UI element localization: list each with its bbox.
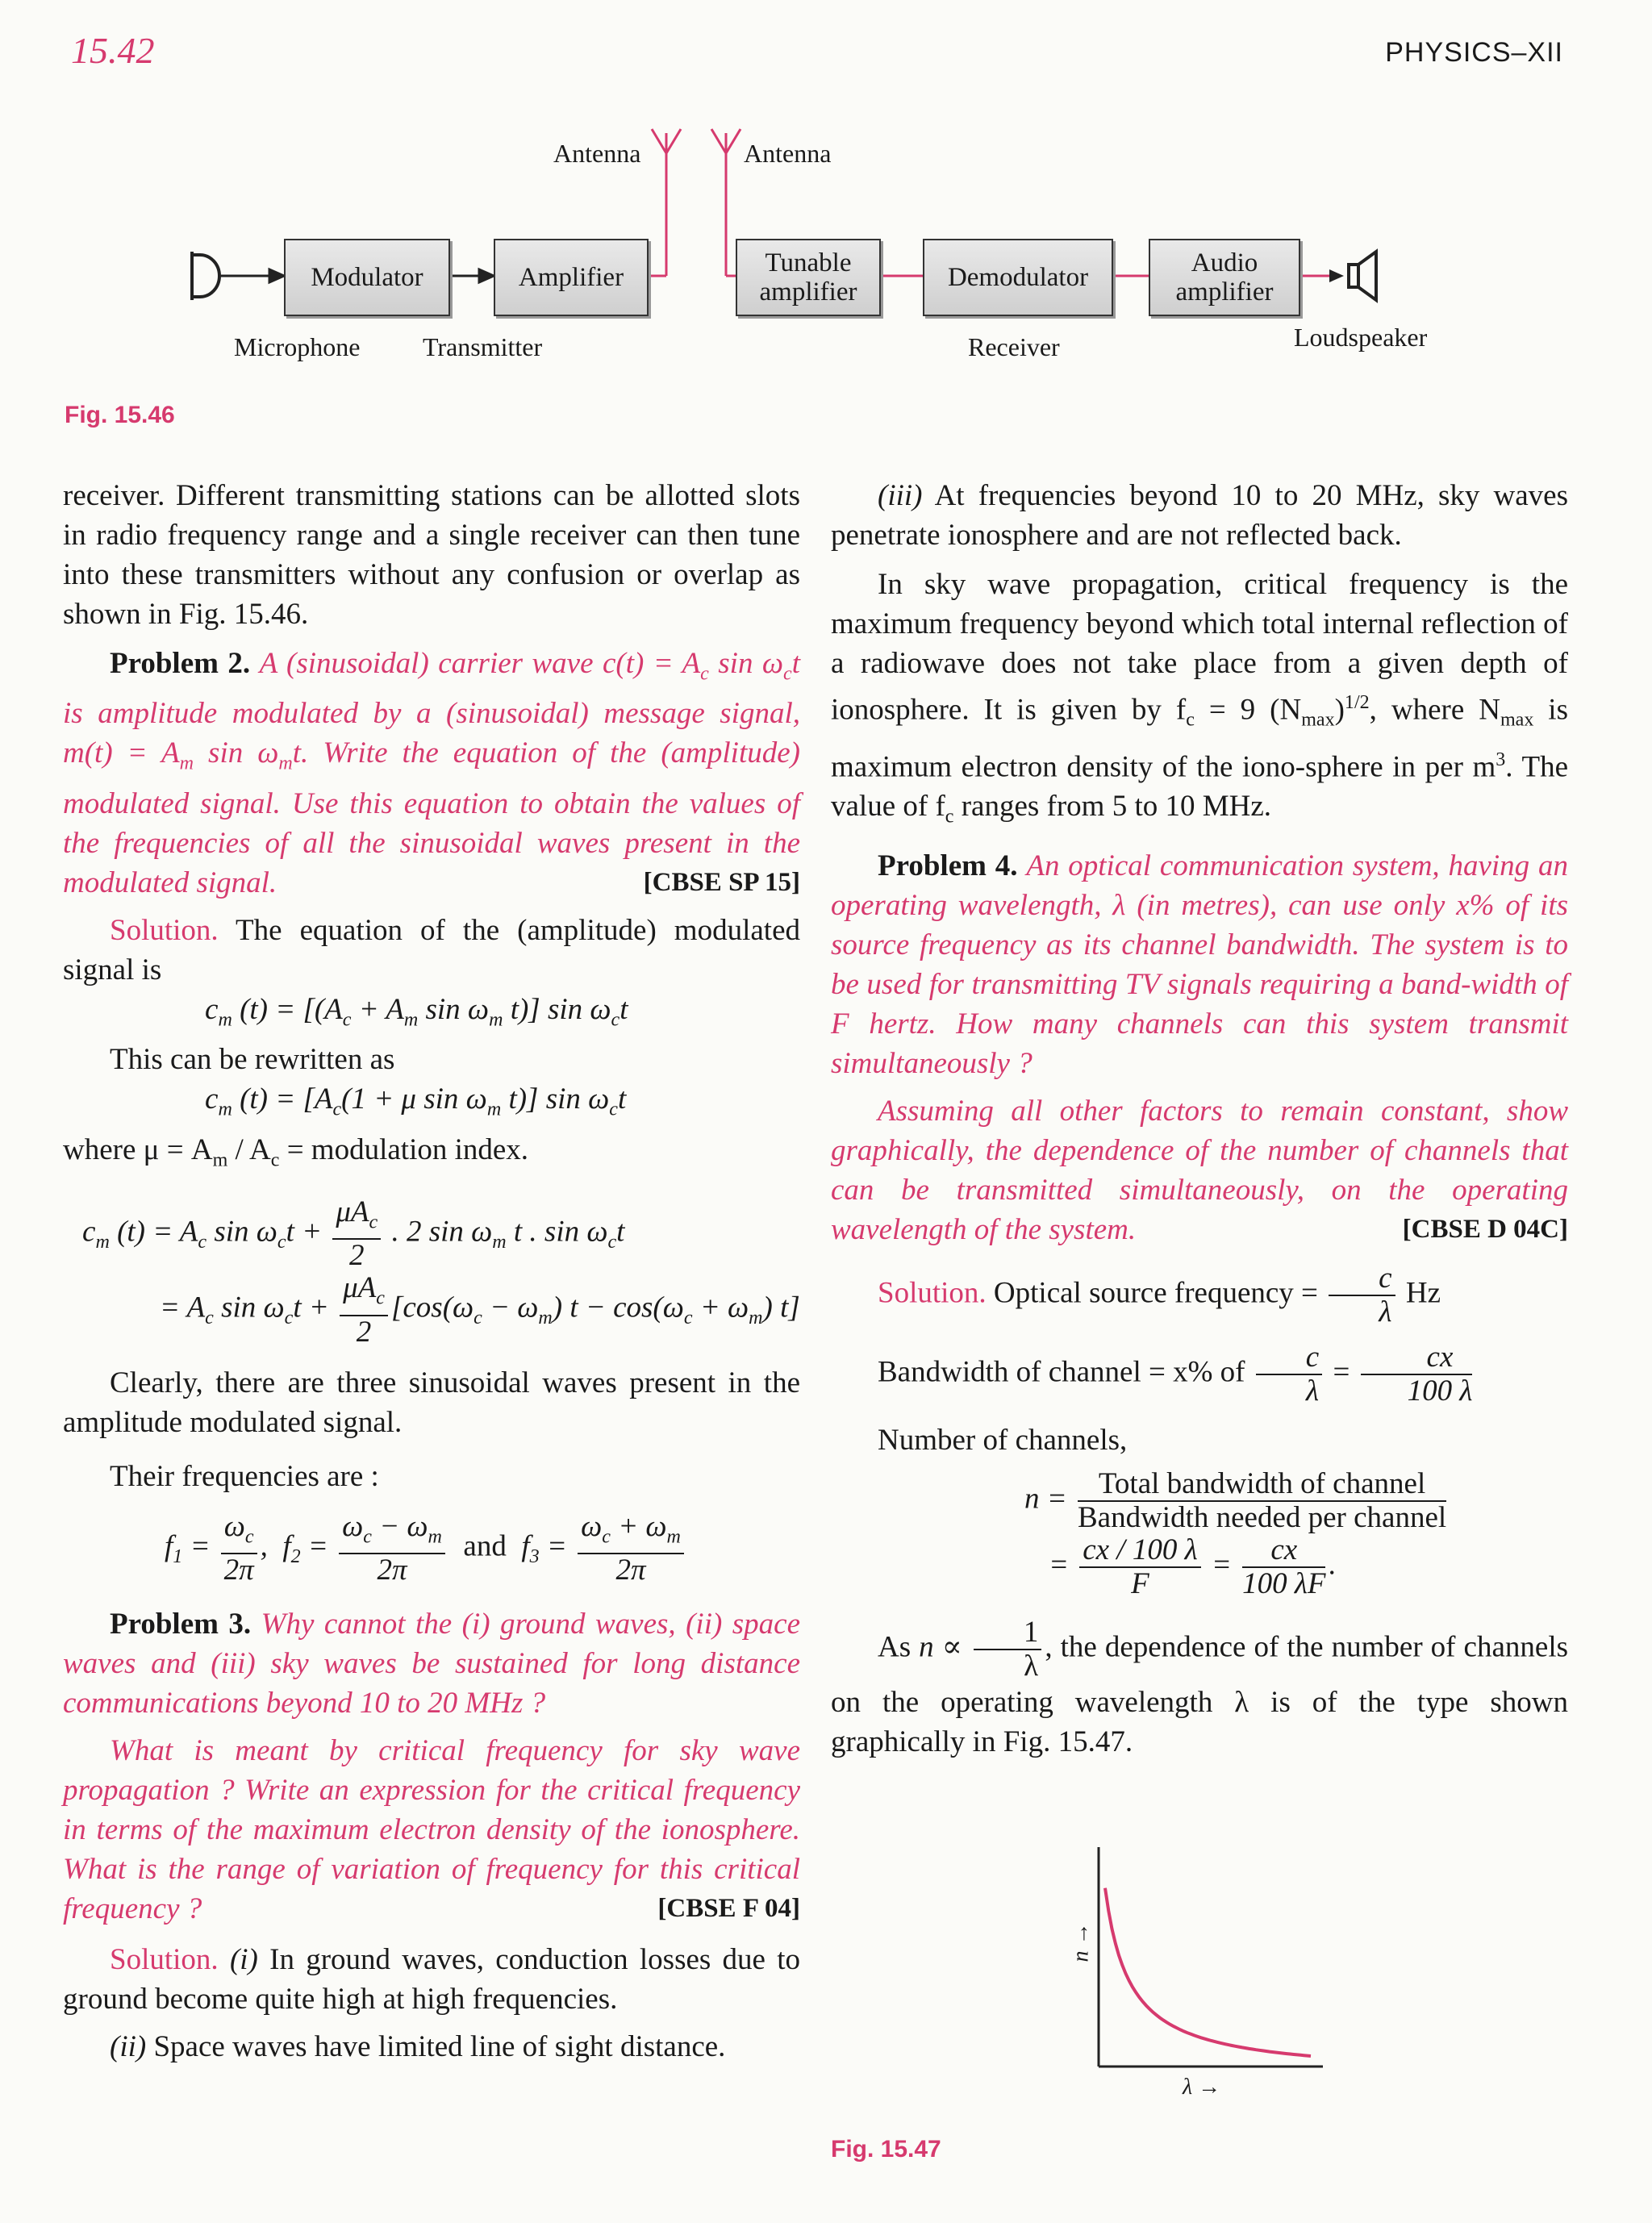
- optical-source-frequency: Solution. Optical source frequency = $\frac{c}{\lambda}$ Hz: [878, 1262, 1441, 1329]
- proportionality-text: As n ∝ $\frac{1}{\lambda}$ , the dependence of the number of channels on the operating wavelength λ is of the type shown graphically in Fig. 15.47.: [831, 1616, 1568, 1759]
- page-number: 15.42: [71, 30, 155, 71]
- problem-4-part-2: Assuming all other factors to remain constant, show graphically, the dependence of the number of channels that can be transmitted simultaneously, on the operating wavelength of the system. [CBSE D 04C]: [831, 1091, 1568, 1249]
- equation-number-of-channels: n = $\frac{\text{Total bandwidth of channel}}{\text{Bandwidth needed per channel}}$: [1024, 1467, 1447, 1535]
- demodulator-block: Demodulator: [923, 239, 1113, 316]
- receiver-label: Receiver: [968, 332, 1060, 361]
- solution-3-ii: (ii) Space waves have limited line of sight distance.: [110, 2030, 726, 2064]
- left-column: [63, 476, 800, 2067]
- audio-amplifier-block: Audio amplifier: [1149, 239, 1300, 316]
- microphone-icon: [192, 252, 219, 300]
- problem-3-part-2: What is meant by critical frequency for sky wave propagation ? Write an expression for the critical frequency in terms of the maximum electron density of the ionosphere. What is the range of variation of frequency for this critical frequency ? [CBSE F 04]: [63, 1731, 800, 1929]
- y-axis-label: n →: [1068, 1922, 1094, 1962]
- x-axis-label: λ →: [1183, 2075, 1221, 2100]
- solution-2: Solution. The equation of the (amplitude) modulated signal is: [63, 913, 800, 986]
- equation-expanded: $c_m$ $(t) = A_c$ $\sin \omega_ct$ + $\frac{\mu A_c}{2}$ . 2 $\sin \omega_m$ t . $\sin \omega_ct$: [82, 1195, 625, 1273]
- equation-channels-result: = $\frac{cx / 100 \lambda}{F}$ = $\frac{cx}{100 \lambda F}$ .: [1049, 1533, 1337, 1601]
- problem-3: Problem 3. Why cannot the (i) ground waves, (ii) space waves and (iii) sky waves be sustained for long distance communications beyond 10 to 20 MHz ?: [63, 1608, 800, 1720]
- loudspeaker-label: Loudspeaker: [1294, 323, 1428, 352]
- critical-frequency-paragraph: In sky wave propagation, critical frequency is the maximum frequency beyond which total internal reflection of a radiowave does not take place from a given depth of ionosphere. It is given by $f_c = 9$ $(N_{max})^{1/2}$, where $N_{max}$ is maximum electron density of the iono-sphere in per $m^3$. The value of $f_c$ ranges from 5 to 10 MHz.: [831, 568, 1568, 828]
- problem-3-reference: [CBSE F 04]: [657, 1894, 800, 1924]
- problem-4-reference: [CBSE D 04C]: [1402, 1215, 1568, 1245]
- equation-frequencies: $f_1$ = $\frac{\omega_c}{2\pi}$ , $f_2$ = $\frac{\omega_c - \omega_m}{2\pi}$ and $f_3$ = $\frac{\omega_c + \omega_m}{2\pi}$: [63, 1511, 800, 1587]
- loudspeaker-icon: [1349, 252, 1376, 300]
- figure-caption-15-46: Fig. 15.46: [65, 402, 175, 428]
- curve-n-inverse-lambda: [1105, 1888, 1311, 2056]
- solution-3-iii: (iii) At frequencies beyond 10 to 20 MHz, sky waves penetrate ionosphere and are not reflected back.: [831, 479, 1568, 552]
- microphone-label: Microphone: [234, 332, 361, 361]
- equation-rewritten: $c_m$ $(t) = [A_c(1 + \mu$ $\sin \omega_m$ t)] $\sin \omega_ct$: [205, 1082, 627, 1120]
- solution-3-i: Solution. (i) In ground waves, conduction losses due to ground become quite high at high frequencies.: [63, 1943, 801, 2017]
- problem-4: Problem 4. An optical communication system, having an operating wavelength, λ (in metres), can use only x% of its source frequency as its channel bandwidth. The system is to be used for transmitting TV signals requiring a band-width of F hertz. How many channels can this system transmit simultaneously ?: [831, 849, 1568, 1081]
- modulator-block: Modulator: [284, 239, 450, 316]
- figure-caption-15-47: Fig. 15.47: [831, 2136, 941, 2163]
- amplifier-block: Amplifier: [494, 239, 649, 316]
- three-waves-text: Clearly, there are three sinusoidal waves present in the amplitude modulated signal.: [63, 1366, 800, 1439]
- problem-2-reference: [CBSE SP 15]: [643, 867, 800, 897]
- antenna-label-receive: Antenna: [744, 139, 832, 168]
- modulation-index-text: where $\mu = A_m / A_c$ = modulation index.: [63, 1132, 529, 1170]
- transmitter-antenna-icon: [645, 129, 681, 276]
- intro-paragraph: receiver. Different transmitting stations can be allotted slots in radio frequency range and a single receiver can then tune into these transmitters without any confusion or overlap as shown in Fig. 15.46.: [63, 479, 800, 631]
- tunable-amplifier-block: Tunable amplifier: [736, 239, 881, 316]
- number-of-channels-label: Number of channels,: [878, 1424, 1128, 1458]
- equation-modulated-signal: $c_m$ $(t) = [(A_c + A_m$ $\sin \omega_m$ t)] $\sin \omega_ct$: [205, 992, 628, 1031]
- transmitter-label: Transmitter: [423, 332, 543, 361]
- rewritten-text: This can be rewritten as: [110, 1043, 395, 1077]
- running-title: PHYSICS–XII: [1385, 37, 1563, 68]
- bandwidth-of-channel: Bandwidth of channel = x% of $\frac{c}{\lambda}$ = $\frac{cx}{100 \lambda}$: [878, 1341, 1473, 1408]
- graph-n-vs-lambda: [1081, 1839, 1339, 2081]
- equation-sidebands: = $A_c$ $\sin \omega_ct$ + $\frac{\mu A_c}{2}$ [$\cos(\omega_c - \omega_m) t - \cos(\omega_c + \omega_m)$ t]: [160, 1271, 800, 1349]
- problem-2: Problem 2. A (sinusoidal) carrier wave $c(t) = A_c$ $\sin \omega_ct$ is amplitude modulated by a (sinusoidal) message signal, $m(t) = A_m$ $\sin \omega_mt$. Write the equation of the (amplitude) modulated signal. Use this equation to obtain the values of the frequencies of all the sinusoidal waves present in the modulated signal. [CBSE SP 15]: [63, 644, 800, 903]
- right-column: [831, 476, 1568, 1762]
- antenna-label-transmit: Antenna: [553, 139, 641, 168]
- frequencies-intro: Their frequencies are :: [110, 1459, 379, 1493]
